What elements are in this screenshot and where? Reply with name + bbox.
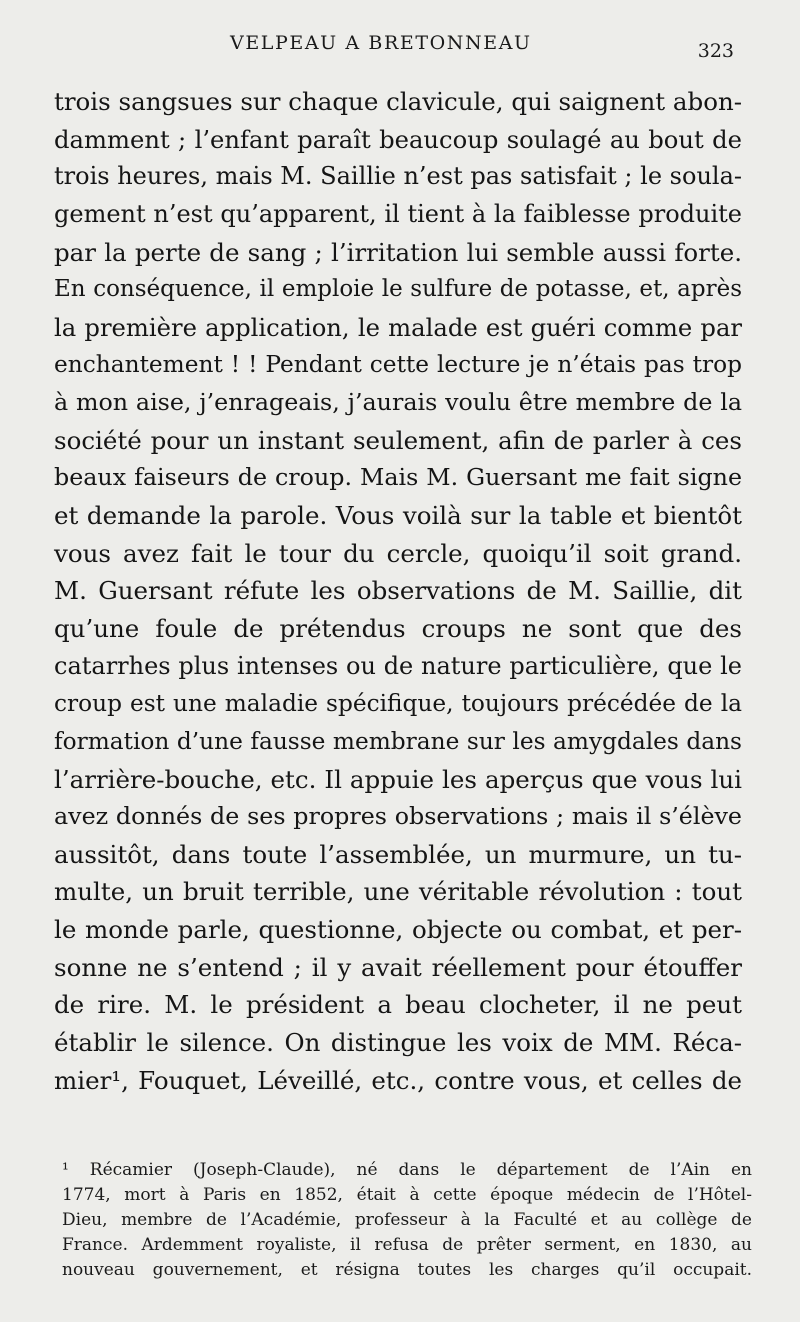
text-line: avez donnés de ses propres observations ; mais il s’élève bbox=[54, 802, 742, 831]
text-line: aussitôt, dans toute l’assemblée, un murmure, un tu- bbox=[54, 839, 742, 869]
text-line: le monde parle, questionne, objecte ou combat, et per- bbox=[54, 915, 742, 945]
text-line: établir le silence. On distingue les voix de MM. Réca- bbox=[54, 1028, 742, 1058]
text-line: la première application, le malade est guéri comme par bbox=[54, 312, 742, 342]
footnote-line: ¹ Récamier (Joseph-Claude), né dans le département de l’Ain en bbox=[62, 1160, 752, 1180]
text-line: à mon aise, j’enrageais, j’aurais voulu être membre de la bbox=[54, 388, 742, 417]
footnote-line: France. Ardemment royaliste, il refusa de prêter serment, en 1830, au bbox=[62, 1235, 752, 1255]
text-line: gement n’est qu’apparent, il tient à la faiblesse produite bbox=[54, 199, 742, 228]
text-line: catarrhes plus intenses ou de nature particulière, que le bbox=[54, 651, 742, 680]
text-line: l’arrière-bouche, etc. Il appuie les aperçus que vous lui bbox=[54, 764, 742, 794]
text-line: damment ; l’enfant paraît beaucoup soulagé au bout de bbox=[54, 124, 742, 154]
page-number: 323 bbox=[697, 40, 734, 62]
page-header bbox=[0, 30, 800, 66]
text-line: vous avez fait le tour du cercle, quoiqu’il soit grand. bbox=[54, 538, 742, 568]
text-line: sonne ne s’entend ; il y avait réellement pour étouffer bbox=[54, 952, 742, 982]
text-line: croup est une maladie spécifique, toujours précédée de la bbox=[54, 690, 742, 718]
text-line: trois sangsues sur chaque clavicule, qui saignent abon- bbox=[54, 87, 742, 116]
text-line: de rire. M. le président a beau clocheter, il ne peut bbox=[54, 990, 742, 1020]
footnote bbox=[62, 1158, 752, 1283]
text-line: M. Guersant réfute les observations de M. Saillie, dit bbox=[54, 576, 742, 606]
text-line: qu’une foule de prétendus croups ne sont que des bbox=[54, 613, 742, 643]
text-line: trois heures, mais M. Saillie n’est pas satisfait ; le soula- bbox=[54, 162, 742, 191]
text-line: société pour un instant seulement, afin de parler à ces bbox=[54, 425, 742, 455]
text-line: par la perte de sang ; l’irritation lui semble aussi forte. bbox=[54, 237, 742, 267]
main-text bbox=[54, 83, 742, 1099]
text-line: En conséquence, il emploie le sulfure de potasse, et, après bbox=[54, 276, 742, 303]
footnote-line: nouveau gouvernement, et résigna toutes les charges qu’il occupait. bbox=[62, 1260, 752, 1280]
text-line: multe, un bruit terrible, une véritable révolution : tout bbox=[54, 877, 742, 907]
text-line: enchantement ! ! Pendant cette lecture je n’étais pas trop bbox=[54, 351, 742, 379]
text-line: et demande la parole. Vous voilà sur la table et bientôt bbox=[54, 501, 742, 531]
text-line: mier¹, Fouquet, Léveillé, etc., contre vous, et celles de bbox=[54, 1065, 742, 1095]
text-line: formation d’une fausse membrane sur les amygdales dans bbox=[54, 727, 742, 755]
text-line: beaux faiseurs de croup. Mais M. Guersant me fait signe bbox=[54, 463, 742, 492]
running-title: VELPEAU A BRETONNEAU bbox=[230, 32, 532, 54]
footnote-line: 1774, mort à Paris en 1852, était à cette époque médecin de l’Hôtel- bbox=[62, 1185, 752, 1205]
footnote-line: Dieu, membre de l’Académie, professeur à la Faculté et au collège de bbox=[62, 1210, 752, 1230]
